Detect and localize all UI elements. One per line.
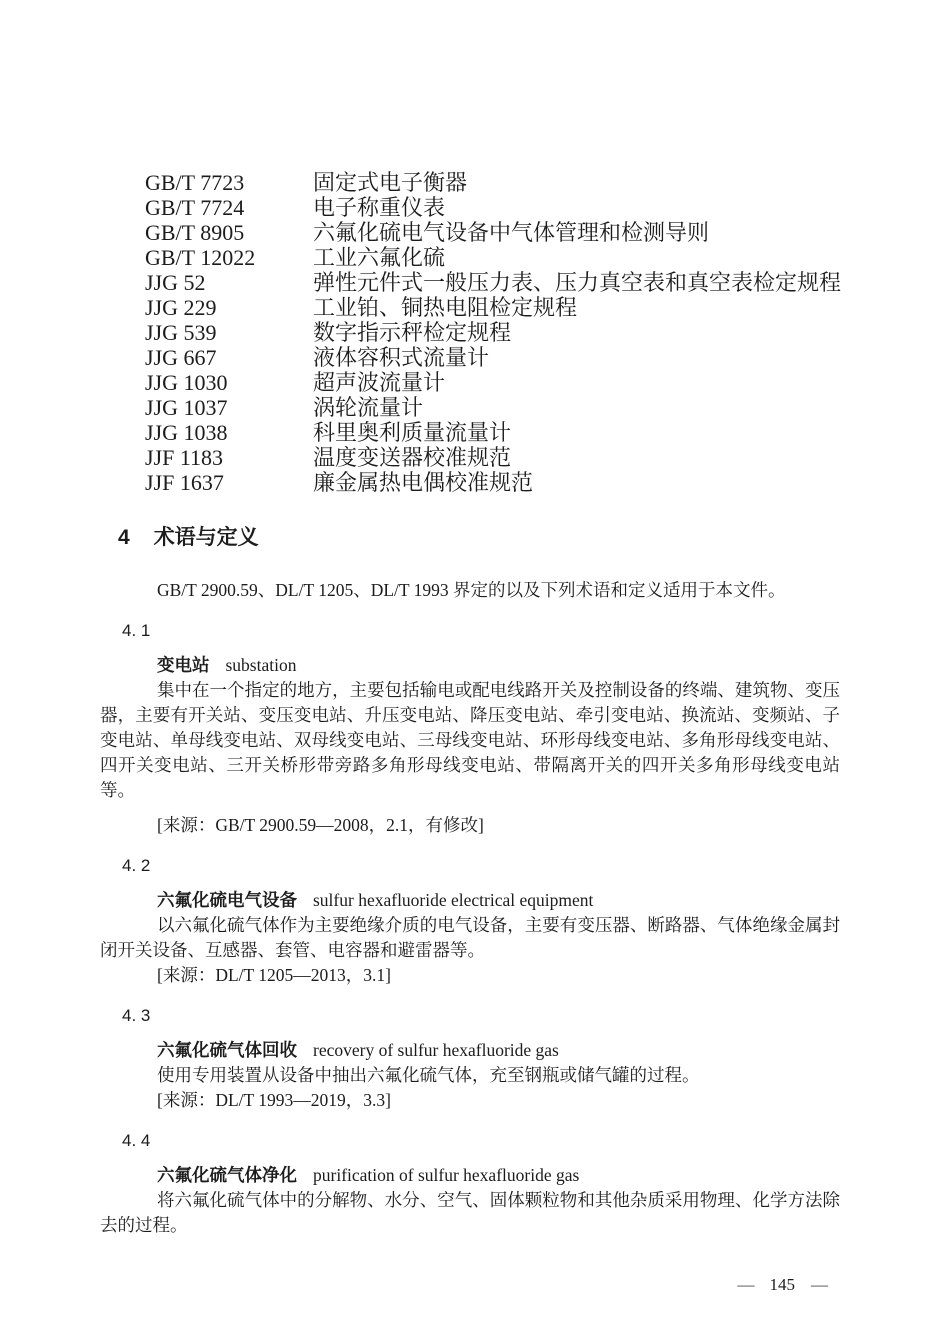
reference-row xyxy=(145,270,840,295)
reference-title: 弹性元件式一般压力表、压力真空表和真空表检定规程 xyxy=(313,270,842,295)
reference-row xyxy=(145,245,840,270)
section-number: 4 xyxy=(118,526,130,549)
term-block-4-3 xyxy=(100,1003,840,1113)
term-definition: 以六氟化硫气体作为主要绝缘介质的电气设备，主要有变压器、断路器、气体绝缘金属封闭开关设备、互感器、套管、电容器和避雷器等。 xyxy=(100,915,840,960)
term-block-4-2 xyxy=(100,853,840,988)
clause-number: 4. 2 xyxy=(122,856,151,875)
term-definition: 集中在一个指定的地方，主要包括输电或配电线路开关及控制设备的终端、建筑物、变压器，主要有开关站、变压变电站、升压变电站、降压变电站、牵引变电站、换流站、变频站、子变电站、单母线变电站、双母线变电站、三母线变电站、环形母线变电站、多角形母线变电站、四开关变电站、三开关桥形带旁路多角形母线变电站、带隔离开关的四开关多角形母线变电站等。 xyxy=(100,680,840,800)
reference-code: GB/T 7723 xyxy=(145,170,245,195)
term-line xyxy=(100,653,840,678)
reference-code: JJF 1637 xyxy=(145,470,224,495)
section-title: 术语与定义 xyxy=(153,526,259,549)
term-definition: 将六氟化硫气体中的分解物、水分、空气、固体颗粒物和其他杂质采用物理、化学方法除去的过程。 xyxy=(100,1190,840,1235)
term-definition: 使用专用装置从设备中抽出六氟化硫气体，充至钢瓶或储气罐的过程。 xyxy=(157,1065,700,1085)
term-english: sulfur hexafluoride electrical equipment xyxy=(313,890,594,910)
term-chinese: 变电站 xyxy=(157,655,210,675)
term-block-4-4 xyxy=(100,1128,840,1238)
term-english: purification of sulfur hexafluoride gas xyxy=(313,1165,580,1185)
footer-dash-left: — xyxy=(737,1275,754,1294)
reference-code: JJG 539 xyxy=(145,320,217,345)
reference-row xyxy=(145,345,840,370)
term-chinese: 六氟化硫气体回收 xyxy=(157,1040,297,1060)
page-number: 145 xyxy=(769,1275,795,1294)
clause-number: 4. 4 xyxy=(122,1131,151,1150)
reference-row xyxy=(145,395,840,420)
reference-title: 工业六氟化硫 xyxy=(313,245,446,270)
reference-row xyxy=(145,170,840,195)
reference-title: 电子称重仪表 xyxy=(313,195,446,220)
reference-title: 涡轮流量计 xyxy=(313,395,424,420)
term-source: [来源：DL/T 1205—2013，3.1] xyxy=(157,965,391,985)
reference-code: GB/T 7724 xyxy=(145,195,245,220)
reference-title: 廉金属热电偶校准规范 xyxy=(313,470,534,495)
reference-row xyxy=(145,220,840,245)
term-source: [来源：DL/T 1993—2019，3.3] xyxy=(157,1090,391,1110)
reference-row xyxy=(145,295,840,320)
section-heading xyxy=(100,525,840,550)
reference-code: JJG 229 xyxy=(145,295,217,320)
reference-title: 科里奥利质量流量计 xyxy=(313,420,512,445)
reference-code: GB/T 8905 xyxy=(145,220,245,245)
clause-number: 4. 1 xyxy=(122,621,151,640)
reference-title: 数字指示秤检定规程 xyxy=(313,320,512,345)
reference-code: JJG 1030 xyxy=(145,370,228,395)
reference-code: JJG 52 xyxy=(145,270,206,295)
reference-row xyxy=(145,445,840,470)
document-page xyxy=(100,0,840,1297)
reference-row xyxy=(145,320,840,345)
reference-code: JJF 1183 xyxy=(145,445,224,470)
reference-code: JJG 1037 xyxy=(145,395,228,420)
reference-code: JJG 1038 xyxy=(145,420,228,445)
reference-row xyxy=(145,420,840,445)
reference-title: 温度变送器校准规范 xyxy=(313,445,512,470)
reference-title: 液体容积式流量计 xyxy=(313,345,490,370)
term-english: recovery of sulfur hexafluoride gas xyxy=(313,1040,559,1060)
normative-references-list xyxy=(100,170,840,495)
term-english: substation xyxy=(225,655,297,675)
footer-dash-right: — xyxy=(811,1275,827,1294)
term-source: [来源：GB/T 2900.59—2008，2.1，有修改] xyxy=(157,815,484,835)
reference-title: 工业铂、铜热电阻检定规程 xyxy=(313,295,578,320)
page-footer xyxy=(100,1272,840,1297)
reference-row xyxy=(145,470,840,495)
reference-title: 超声波流量计 xyxy=(313,370,446,395)
section-intro: GB/T 2900.59、DL/T 1205、DL/T 1993 界定的以及下列术语和定义适用于本文件。 xyxy=(157,580,786,600)
reference-title: 六氟化硫电气设备中气体管理和检测导则 xyxy=(313,220,710,245)
clause-number: 4. 3 xyxy=(122,1006,151,1025)
term-chinese: 六氟化硫电气设备 xyxy=(157,890,297,910)
reference-row xyxy=(145,370,840,395)
reference-row xyxy=(145,195,840,220)
term-block-4-1 xyxy=(100,618,840,838)
term-chinese: 六氟化硫气体净化 xyxy=(157,1165,297,1185)
reference-title: 固定式电子衡器 xyxy=(313,170,468,195)
term-line xyxy=(100,888,840,913)
reference-code: JJG 667 xyxy=(145,345,217,370)
reference-code: GB/T 12022 xyxy=(145,245,256,270)
term-line xyxy=(100,1163,840,1188)
term-line xyxy=(100,1038,840,1063)
